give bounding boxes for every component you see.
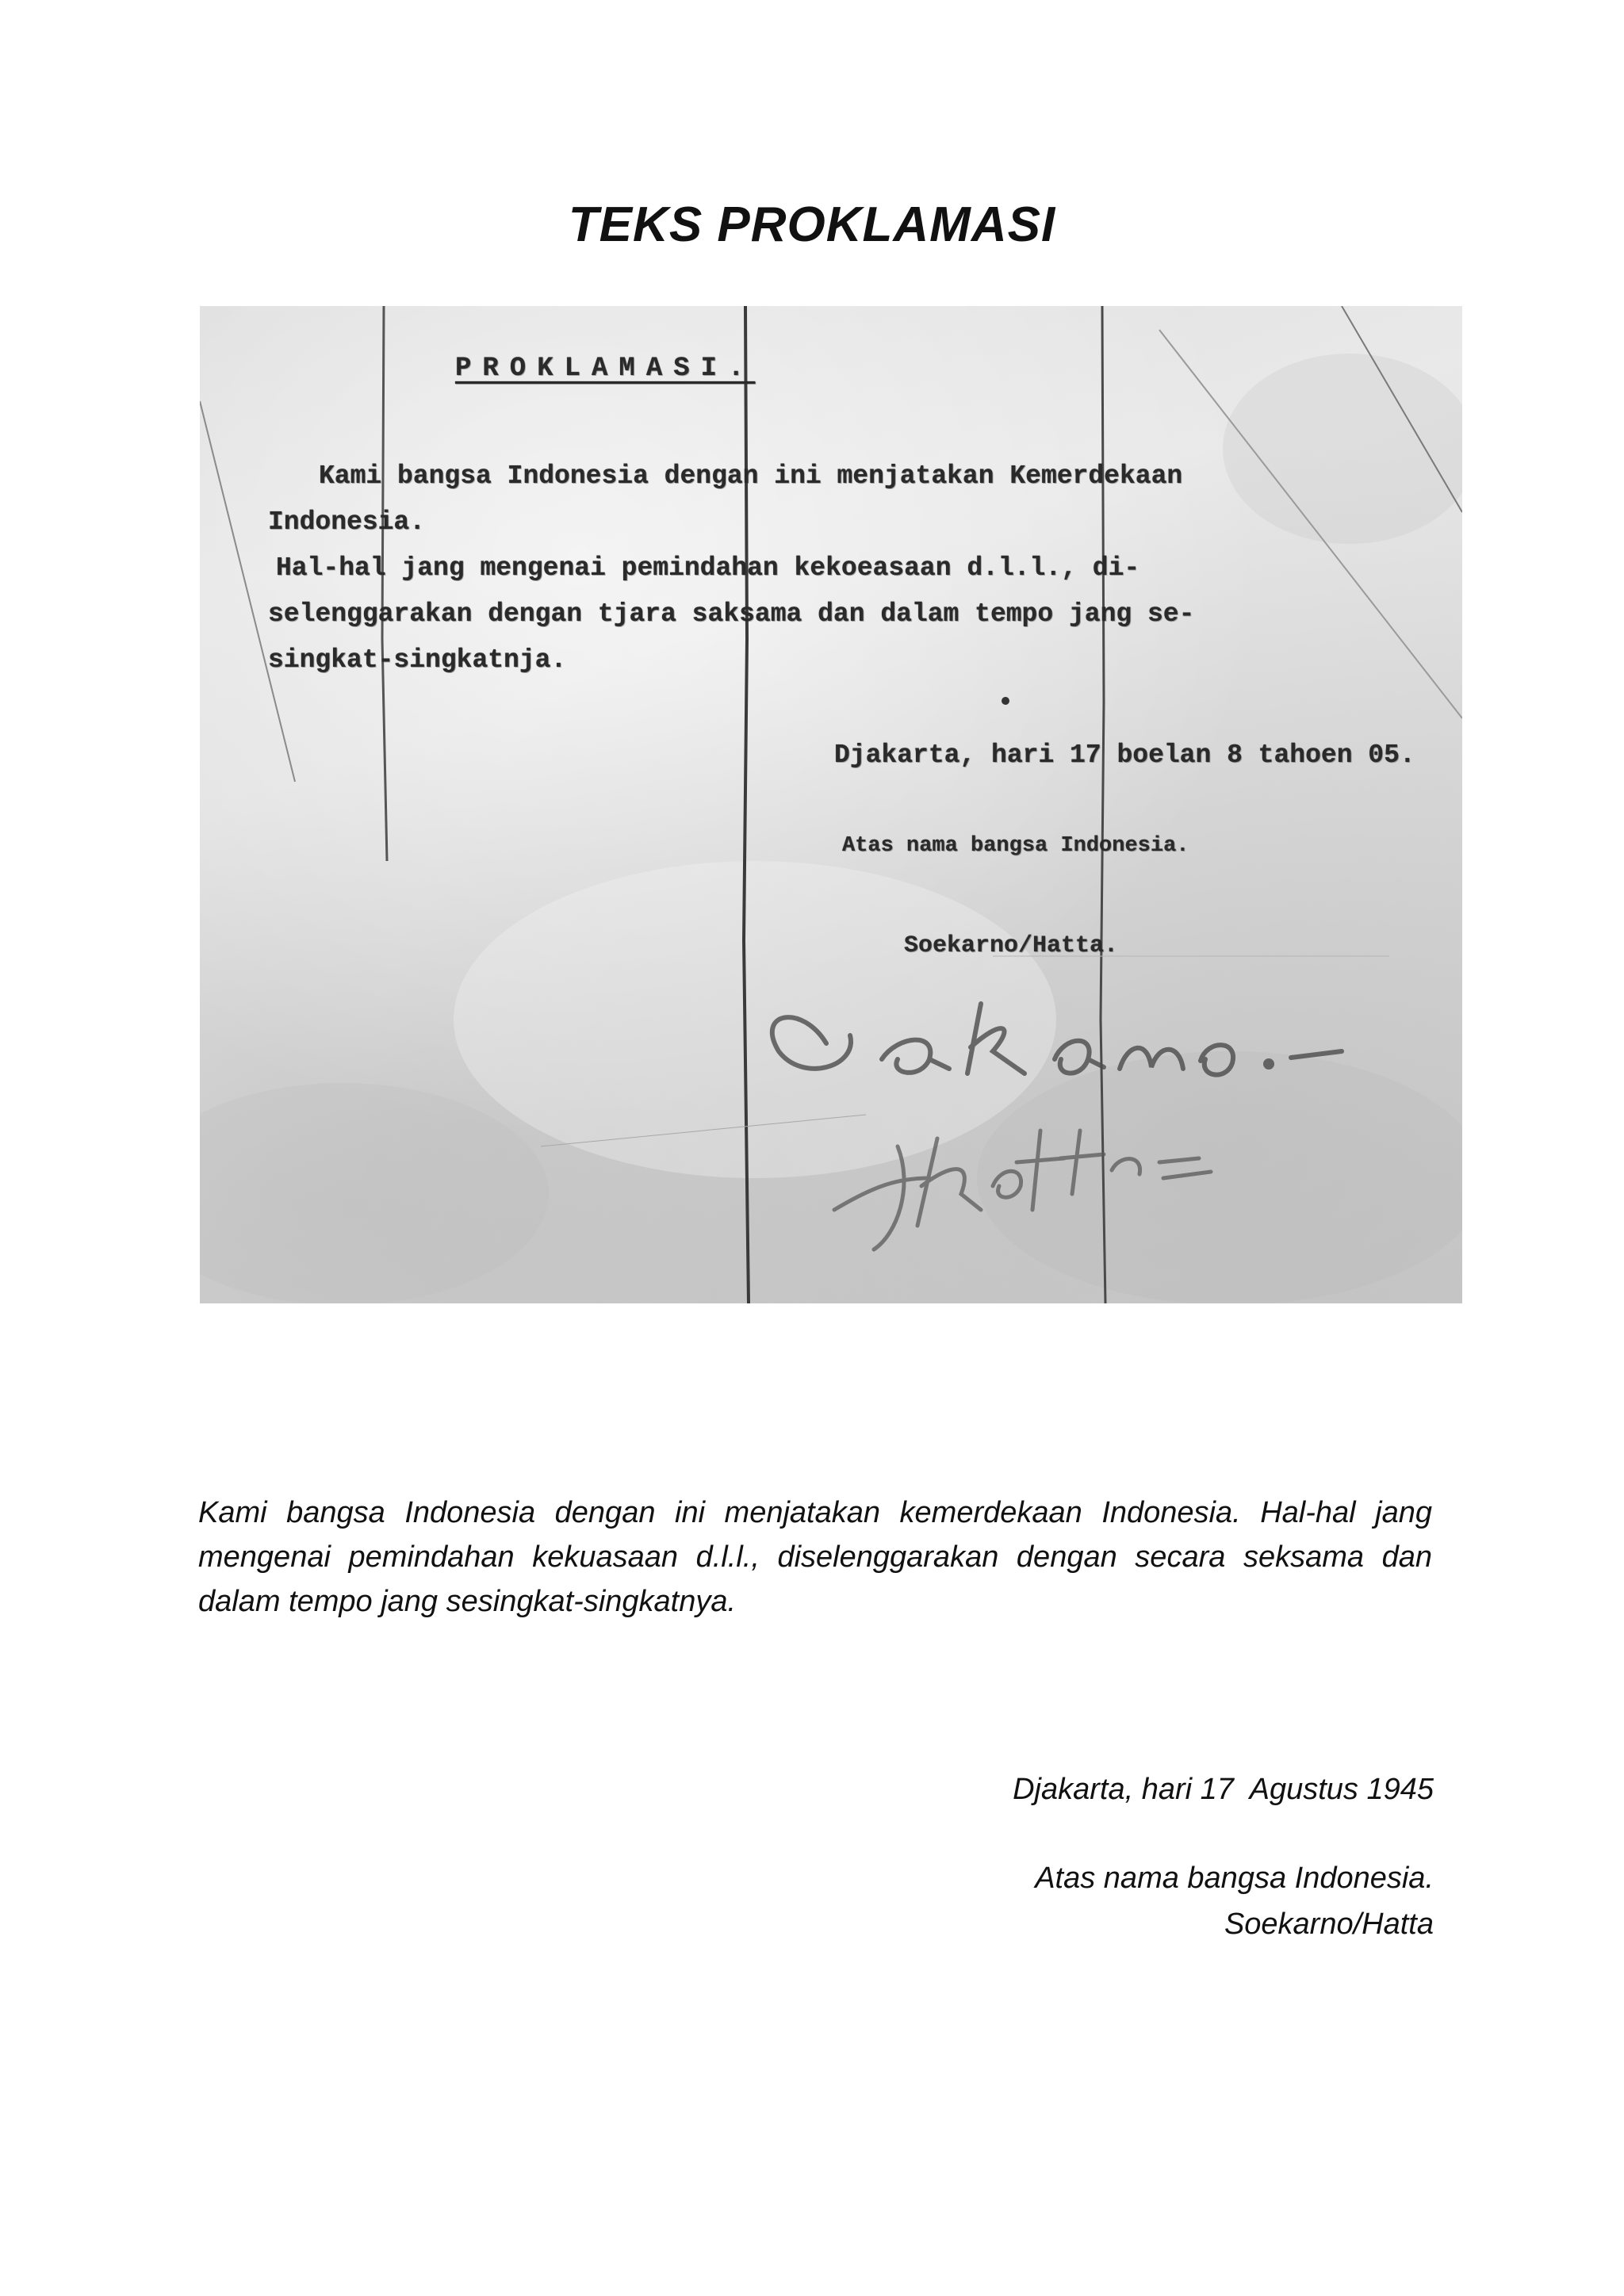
- transcription-date: Djakarta, hari 17 Agustus 1945: [1013, 1773, 1434, 1806]
- original-body-line: selenggarakan dengan tjara saksama dan dalam tempo jang se-: [268, 599, 1195, 629]
- original-names: Soekarno/Hatta.: [904, 932, 1119, 959]
- transcription-names: Soekarno/Hatta: [1224, 1908, 1434, 1941]
- transcription-on-behalf: Atas nama bangsa Indonesia.: [1035, 1862, 1434, 1895]
- transcription-body: Kami bangsa Indonesia dengan ini menjatakan kemerdekaan Indonesia. Hal-hal jang mengenai pemindahan kekuasaan d.l.l., diselenggarakan dengan secara seksama dan dalam tempo jang sesingkat-singkatnya.: [198, 1496, 1432, 1618]
- original-body-line: singkat-singkatnja.: [268, 645, 567, 675]
- original-body-line: Kami bangsa Indonesia dengan ini menjatakan Kemerdekaan: [319, 461, 1183, 491]
- original-place-date: Djakarta, hari 17 boelan 8 tahoen 05.: [834, 740, 1415, 770]
- original-body: [268, 453, 1194, 683]
- original-on-behalf: Atas nama bangsa Indonesia.: [842, 834, 1189, 858]
- proclamation-document-photo: [200, 306, 1462, 1303]
- original-heading: PROKLAMASI.: [455, 354, 756, 384]
- original-body-line: Hal-hal jang mengenai pemindahan kekoeasaan d.l.l., di-: [276, 553, 1140, 583]
- original-body-line: Indonesia.: [268, 507, 426, 537]
- page-title: TEKS PROKLAMASI: [568, 197, 1056, 252]
